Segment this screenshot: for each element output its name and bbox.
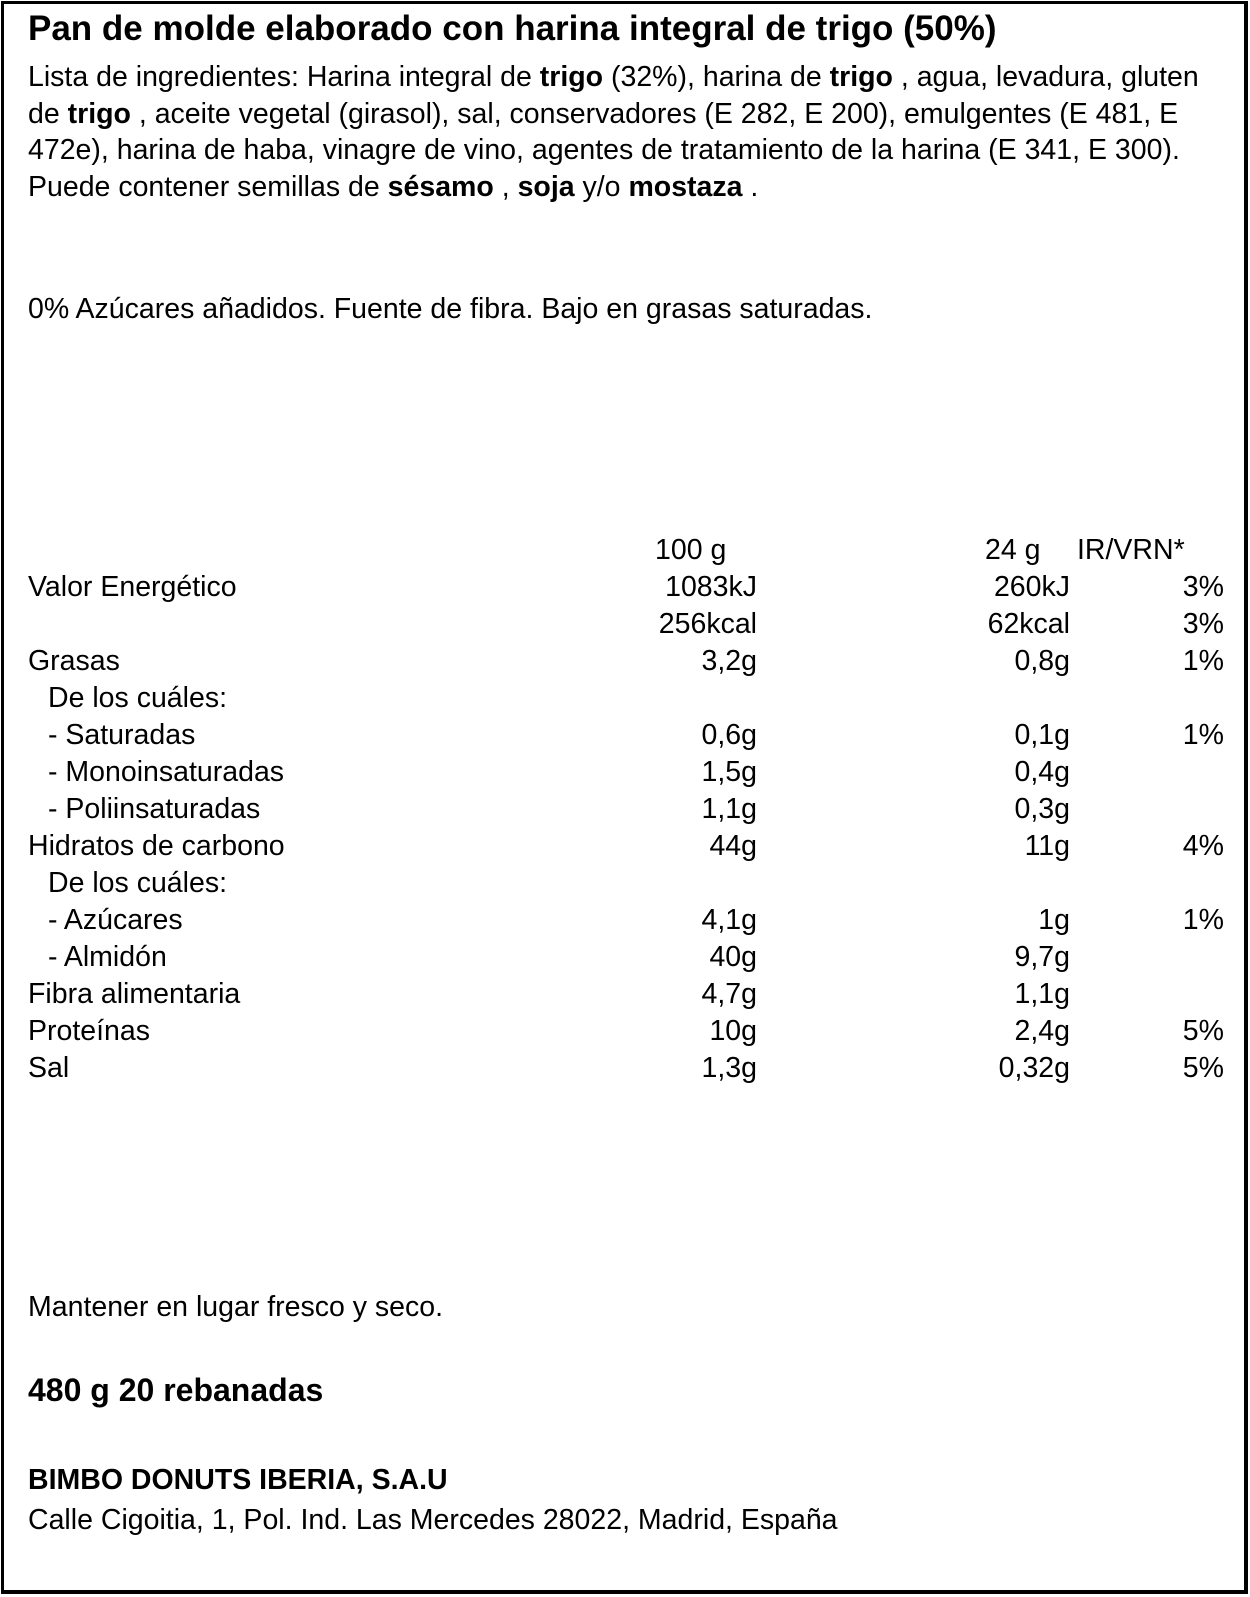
company-address: Calle Cigoitia, 1, Pol. Ind. Las Mercedes 28022, Madrid, España (28, 1504, 838, 1536)
value-per-100g: 1083kJ (665, 571, 757, 603)
nutrient-name: - Poliinsaturadas (48, 793, 261, 825)
ingredient-text: Lista de ingredientes: Harina integral de (28, 61, 540, 93)
value-per-serving: 2,4g (1014, 1015, 1070, 1047)
nutrition-claims: 0% Azúcares añadidos. Fuente de fibra. Bajo en grasas saturadas. (28, 293, 873, 325)
allergen-text: trigo (539, 61, 604, 93)
nutrition-row (28, 643, 1228, 680)
nutrient-name: Hidratos de carbono (28, 830, 285, 862)
net-weight: 480 g 20 rebanadas (28, 1372, 324, 1408)
value-ir-vrn: 3% (1182, 608, 1224, 640)
allergen-text: trigo (67, 97, 131, 130)
value-per-serving: 11g (1024, 830, 1070, 862)
value-per-100g: 10g (709, 1015, 757, 1047)
value-ir-vrn: 1% (1182, 645, 1224, 677)
value-ir-vrn: 5% (1182, 1052, 1224, 1084)
nutrition-row (28, 717, 1228, 754)
value-ir-vrn: 5% (1182, 1015, 1224, 1047)
ingredient-text: (32%), harina de (603, 61, 830, 93)
value-per-serving: 0,3g (1014, 793, 1070, 825)
nutrient-name: Sal (28, 1052, 70, 1084)
product-title: Pan de molde elaborado con harina integral de trigo (50%) (28, 9, 997, 48)
header-ir-vrn: IR/VRN* (1077, 534, 1185, 566)
value-per-serving: 9,7g (1014, 941, 1070, 973)
nutrient-name: Valor Energético (28, 571, 237, 603)
allergen-text: sésamo (387, 170, 494, 203)
nutrition-row (28, 828, 1228, 865)
value-per-serving: 260kJ (993, 571, 1070, 603)
value-per-serving: 1,1g (1014, 978, 1070, 1010)
allergen-text: soja (517, 170, 575, 203)
nutrition-row (28, 902, 1228, 939)
ingredient-text: . (742, 170, 759, 203)
nutrient-name: Grasas (28, 645, 120, 677)
value-ir-vrn: 3% (1182, 571, 1224, 603)
nutrition-row (28, 1013, 1228, 1050)
value-ir-vrn: 1% (1182, 719, 1224, 751)
ingredient-text: , agua, levadura, gluten de (28, 61, 1199, 130)
header-per-100g: 100 g (655, 534, 727, 566)
header-per-serving: 24 g (985, 534, 1041, 566)
value-per-serving: 1g (1038, 904, 1070, 936)
product-label (1, 1, 1248, 1594)
nutrition-row (28, 865, 1228, 902)
nutrition-row (28, 606, 1228, 643)
value-per-serving: 0,32g (998, 1052, 1070, 1084)
allergen-text: trigo (829, 61, 893, 93)
ingredient-text: , aceite vegetal (girasol), sal, conservadores (E 282, E 200), emulgentes (E 481, E 472e), harina de haba, vinagre de vino, agentes de tratamiento de la harina (E 341, E 300). Puede contener semillas de (28, 97, 1180, 203)
nutrient-name: - Azúcares (48, 904, 183, 936)
storage-instructions: Mantener en lugar fresco y seco. (28, 1291, 444, 1323)
nutrition-table (28, 532, 1228, 1087)
ingredients-list (28, 59, 1223, 205)
nutrient-name: - Saturadas (48, 719, 196, 751)
value-per-100g: 40g (709, 941, 757, 973)
nutrition-row (28, 939, 1228, 976)
nutrition-row (28, 1050, 1228, 1087)
nutrient-name: De los cuáles: (48, 682, 228, 714)
nutrition-row (28, 754, 1228, 791)
value-per-100g: 1,3g (701, 1052, 757, 1084)
nutrient-name: De los cuáles: (48, 867, 228, 899)
value-ir-vrn: 1% (1182, 904, 1224, 936)
value-per-100g: 0,6g (701, 719, 757, 751)
value-per-serving: 0,1g (1014, 719, 1070, 751)
value-per-100g: 4,1g (701, 904, 757, 936)
value-ir-vrn: 4% (1182, 830, 1224, 862)
nutrition-row (28, 976, 1228, 1013)
value-per-100g: 3,2g (701, 645, 757, 677)
nutrient-name: - Monoinsaturadas (48, 756, 285, 788)
ingredient-text: , (493, 170, 518, 203)
nutrition-row (28, 569, 1228, 606)
nutrient-name: Proteínas (28, 1015, 150, 1047)
nutrition-row (28, 680, 1228, 717)
ingredient-text: y/o (574, 170, 629, 203)
value-per-100g: 256kcal (658, 608, 757, 640)
value-per-100g: 4,7g (701, 978, 757, 1010)
nutrient-name: Fibra alimentaria (28, 978, 241, 1010)
value-per-100g: 1,1g (701, 793, 757, 825)
nutrition-row (28, 791, 1228, 828)
company-name: BIMBO DONUTS IBERIA, S.A.U (28, 1464, 448, 1496)
value-per-serving: 62kcal (987, 608, 1070, 640)
value-per-100g: 44g (709, 830, 757, 862)
value-per-serving: 0,8g (1014, 645, 1070, 677)
allergen-text: mostaza (628, 170, 743, 203)
nutrition-rows (28, 569, 1228, 1087)
nutrient-name: - Almidón (48, 941, 167, 973)
value-per-serving: 0,4g (1014, 756, 1070, 788)
value-per-100g: 1,5g (701, 756, 757, 788)
nutrition-header-row (28, 532, 1228, 569)
